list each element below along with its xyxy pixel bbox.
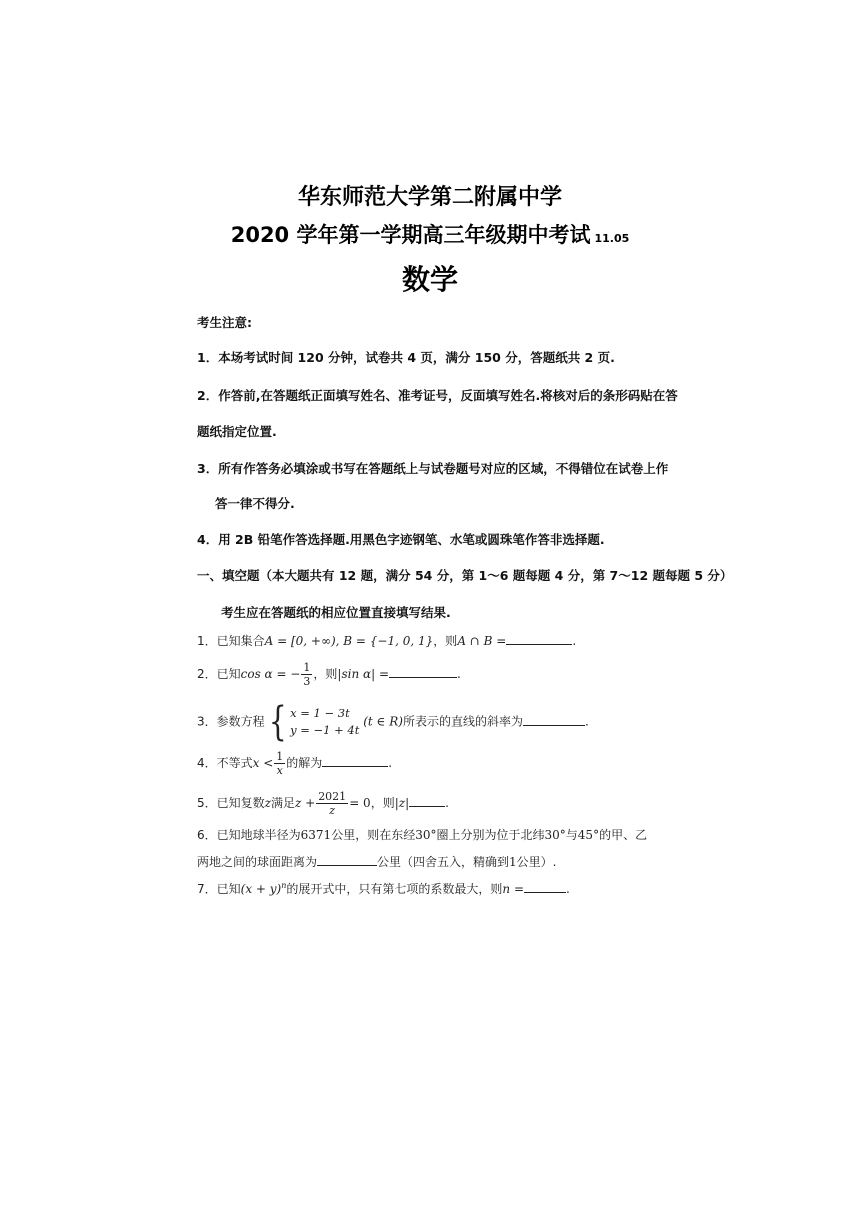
question-6: [197, 826, 647, 843]
notice-item-3-cont: 答一律不得分.: [215, 496, 295, 511]
q3-eq-y: y = −1 + 4t: [290, 723, 360, 737]
q2-end: .: [457, 667, 461, 681]
q1-sets: A = [0, +∞), B = {−1, 0, 1}: [264, 634, 434, 648]
q7-end: .: [566, 882, 570, 896]
q3-condition: (t ∈ R): [363, 714, 403, 729]
answer-blank: [523, 713, 585, 726]
q5-modulus: |z|: [394, 796, 410, 810]
q1-intersection: A ∩ B =: [457, 634, 507, 648]
question-7: [197, 880, 570, 897]
answer-blank: [506, 632, 572, 645]
q6-latitude-2: 45°: [577, 828, 600, 842]
q4-numerator: 1: [276, 750, 284, 763]
school-name: 华东师范大学第二附属中学: [297, 185, 562, 210]
q1-text: 1．已知集合: [197, 634, 265, 648]
notice-title: 考生注意:: [197, 315, 252, 330]
q5-text-3: ，则: [370, 796, 395, 810]
q7-text: 7．已知: [197, 882, 241, 896]
exam-title: [0, 219, 860, 249]
q6-longitude: 30°: [415, 828, 437, 842]
question-5: [197, 790, 449, 817]
notice-item-4: 4．用 2B 铅笔作答选择题.用黑色字迹钢笔、水笔或圆珠笔作答非选择题.: [197, 532, 605, 547]
q2-sin: |sin α| =: [337, 667, 390, 681]
q2-denominator: 3: [303, 675, 311, 688]
question-1: [197, 632, 576, 649]
q4-inequality: x <: [252, 756, 274, 770]
q3-text: 3．参数方程: [197, 714, 265, 729]
section-instruction: 考生应在答题纸的相应位置直接填写结果.: [221, 605, 451, 620]
q6-text-7: 公里（四舍五入，精确到: [377, 855, 510, 869]
q3-end: .: [584, 714, 589, 729]
q5-text: 5．已知复数: [197, 796, 265, 810]
q6-text-5: 的甲、乙: [599, 828, 648, 842]
question-6-cont: [197, 853, 557, 870]
q3-system: [290, 705, 359, 739]
q4-text: 4．不等式: [197, 756, 253, 770]
answer-blank: [524, 880, 566, 893]
q6-radius: 6371: [300, 828, 332, 842]
q7-binomial: (x + y): [240, 882, 282, 896]
q2-fraction: [301, 661, 312, 688]
q6-text-8: 公里）.: [516, 855, 557, 869]
q2-text-2: ，则: [313, 667, 338, 681]
answer-blank: [389, 665, 457, 678]
q5-denominator: z: [329, 804, 336, 817]
exam-date: 11.05: [594, 232, 630, 245]
q7-text-2: 的展开式中，只有第七项的系数最大，则: [286, 882, 503, 896]
q5-numerator: 2021: [318, 790, 347, 803]
q6-text: 6．已知地球半径为: [197, 828, 301, 842]
left-brace: {: [268, 699, 287, 745]
q6-precision: 1: [509, 855, 517, 869]
q2-cos: cos α = −: [240, 667, 301, 681]
question-3: [197, 699, 589, 745]
q4-text-2: 的解为: [286, 756, 323, 770]
q6-text-4: 与: [565, 828, 578, 842]
q6-text-3: 圈上分别为位于北纬: [436, 828, 545, 842]
q3-eq-x: x = 1 − 3t: [290, 706, 350, 720]
q6-latitude-1: 30°: [544, 828, 566, 842]
q1-end: .: [572, 634, 577, 648]
q5-text-2: 满足: [270, 796, 295, 810]
answer-blank: [317, 853, 377, 866]
q7-n: n =: [502, 882, 525, 896]
q4-denominator: x: [276, 764, 283, 777]
answer-blank: [322, 754, 388, 767]
exam-name: 2020 学年第一学期高三年级期中考试: [230, 223, 591, 247]
question-4: [197, 750, 392, 777]
notice-item-3: 3．所有作答务必填涂或书写在答题纸上与试卷题号对应的区域，不得错位在试卷上作: [197, 461, 669, 476]
q5-expr: z +: [294, 796, 316, 810]
q4-end: .: [388, 756, 393, 770]
q3-text-2: 所表示的直线的斜率为: [402, 714, 523, 729]
q5-equals: = 0: [349, 796, 371, 810]
q7-exponent: n: [281, 881, 287, 890]
notice-item-1: 1．本场考试时间 120 分钟，试卷共 4 页，满分 150 分，答题纸共 2 页.: [197, 350, 615, 365]
subject-title: 数学: [401, 263, 458, 296]
q6-text-6: 两地之间的球面距离为: [197, 855, 318, 869]
q4-fraction: [274, 750, 285, 777]
q6-text-2: 公里，则在东经: [331, 828, 416, 842]
q2-text: 2．已知: [197, 667, 241, 681]
section-heading: 一、填空题（本大题共有 12 题，满分 54 分，第 1～6 题每题 4 分，第 7～12 题每题 5 分）: [197, 568, 733, 583]
q1-text-2: ，则: [433, 634, 458, 648]
q5-fraction: [316, 790, 348, 817]
q5-end: .: [445, 796, 449, 810]
question-2: [197, 661, 461, 688]
answer-blank: [409, 794, 445, 807]
notice-item-2-cont: 题纸指定位置.: [197, 424, 277, 439]
q5-z: z: [264, 796, 271, 810]
q2-numerator: 1: [303, 661, 311, 674]
notice-item-2: 2．作答前,在答题纸正面填写姓名、准考证号，反面填写姓名.将核对后的条形码贴在答: [197, 388, 678, 403]
